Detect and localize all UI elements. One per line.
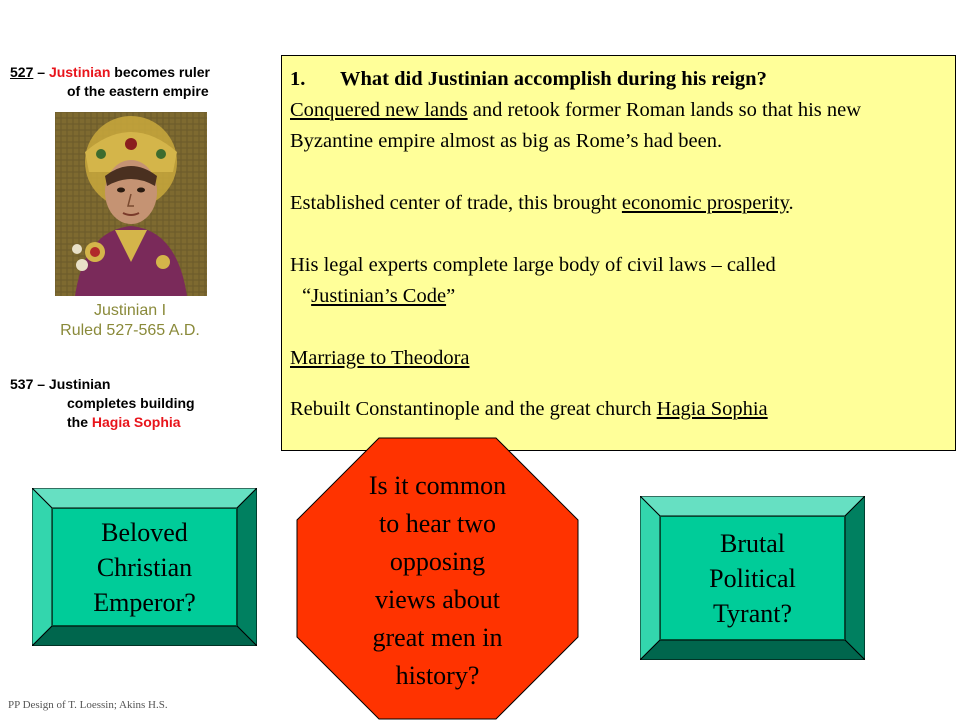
event-537-line2: completes building [67, 395, 195, 411]
justinian-code-link: Justinian’s Code [311, 285, 447, 307]
question-octagon [296, 437, 579, 720]
left-box-line3: Emperor? [93, 587, 196, 617]
justinian-mosaic-portrait [55, 112, 207, 296]
beloved-emperor-box [32, 488, 257, 646]
quote-open: “ [302, 285, 312, 307]
answer-laws-text: His legal experts complete large body of civil laws – called [290, 254, 776, 276]
question-number: 1. [290, 68, 306, 90]
octagon-line3: opposing [389, 547, 486, 576]
octagon-line2: to hear two [379, 509, 496, 538]
right-box-line3: Tyrant? [712, 598, 792, 628]
answer-rebuild-text: Rebuilt Constantinople and the great church [290, 398, 657, 420]
octagon-line5: great men in [372, 623, 503, 652]
answer-trade-link: economic prosperity [621, 192, 789, 214]
event-year: 527 [10, 64, 34, 80]
octagon-line6: history? [395, 661, 480, 690]
question-text: What did Justinian accomplish during his reign? [340, 68, 767, 90]
portrait-caption [30, 301, 230, 341]
answer-rebuild [290, 394, 947, 425]
hagia-sophia-label: Hagia Sophia [91, 414, 181, 430]
answer-trade-text: Established center of trade, this brought [290, 192, 622, 214]
answer-laws [290, 250, 947, 281]
brutal-tyrant-face [660, 516, 845, 640]
caption-name: Justinian I [93, 302, 167, 319]
beloved-emperor-face [52, 508, 237, 626]
answer-conquest-text: and retook former Roman lands so that his new Byzantine empire almost as big as Rome’s had been. [290, 99, 862, 152]
answer-conquest-link: Conquered new lands [290, 99, 468, 121]
event-text: becomes ruler [110, 64, 211, 80]
timeline-event-527 [10, 63, 280, 101]
caption-reign: Ruled 527-565 A.D. [60, 322, 200, 339]
answer-marriage [290, 343, 947, 374]
right-box-line1: Brutal [719, 528, 785, 558]
event-name: Justinian [48, 64, 111, 80]
brutal-tyrant-box [640, 496, 865, 660]
answer-marriage-link: Marriage to Theodora [290, 347, 470, 369]
quote-close: ” [446, 285, 456, 307]
octagon-line1: Is it common [368, 471, 507, 500]
event-537-line1: 537 – Justinian [10, 376, 111, 392]
design-credit: PP Design of T. Loessin; Akins H.S. [8, 699, 168, 711]
event-537-line3 [10, 413, 280, 432]
answer-trade-period: . [788, 192, 794, 214]
question-heading [290, 64, 947, 95]
event-537-line3-pre: the [67, 414, 92, 430]
octagon-question [336, 467, 539, 695]
event-dash: – [33, 64, 49, 80]
event-text-line2: of the eastern empire [67, 83, 209, 99]
left-box-line1: Beloved [101, 517, 188, 547]
answer-laws-code [290, 281, 947, 312]
question-box [281, 55, 956, 451]
octagon-line4: views about [375, 585, 500, 614]
answer-rebuild-link: Hagia Sophia [656, 398, 768, 420]
right-box-line2: Political [709, 563, 796, 593]
timeline-event-537 [10, 375, 280, 432]
answer-trade [290, 188, 947, 219]
answer-conquest [290, 95, 947, 157]
left-box-line2: Christian [96, 552, 193, 582]
